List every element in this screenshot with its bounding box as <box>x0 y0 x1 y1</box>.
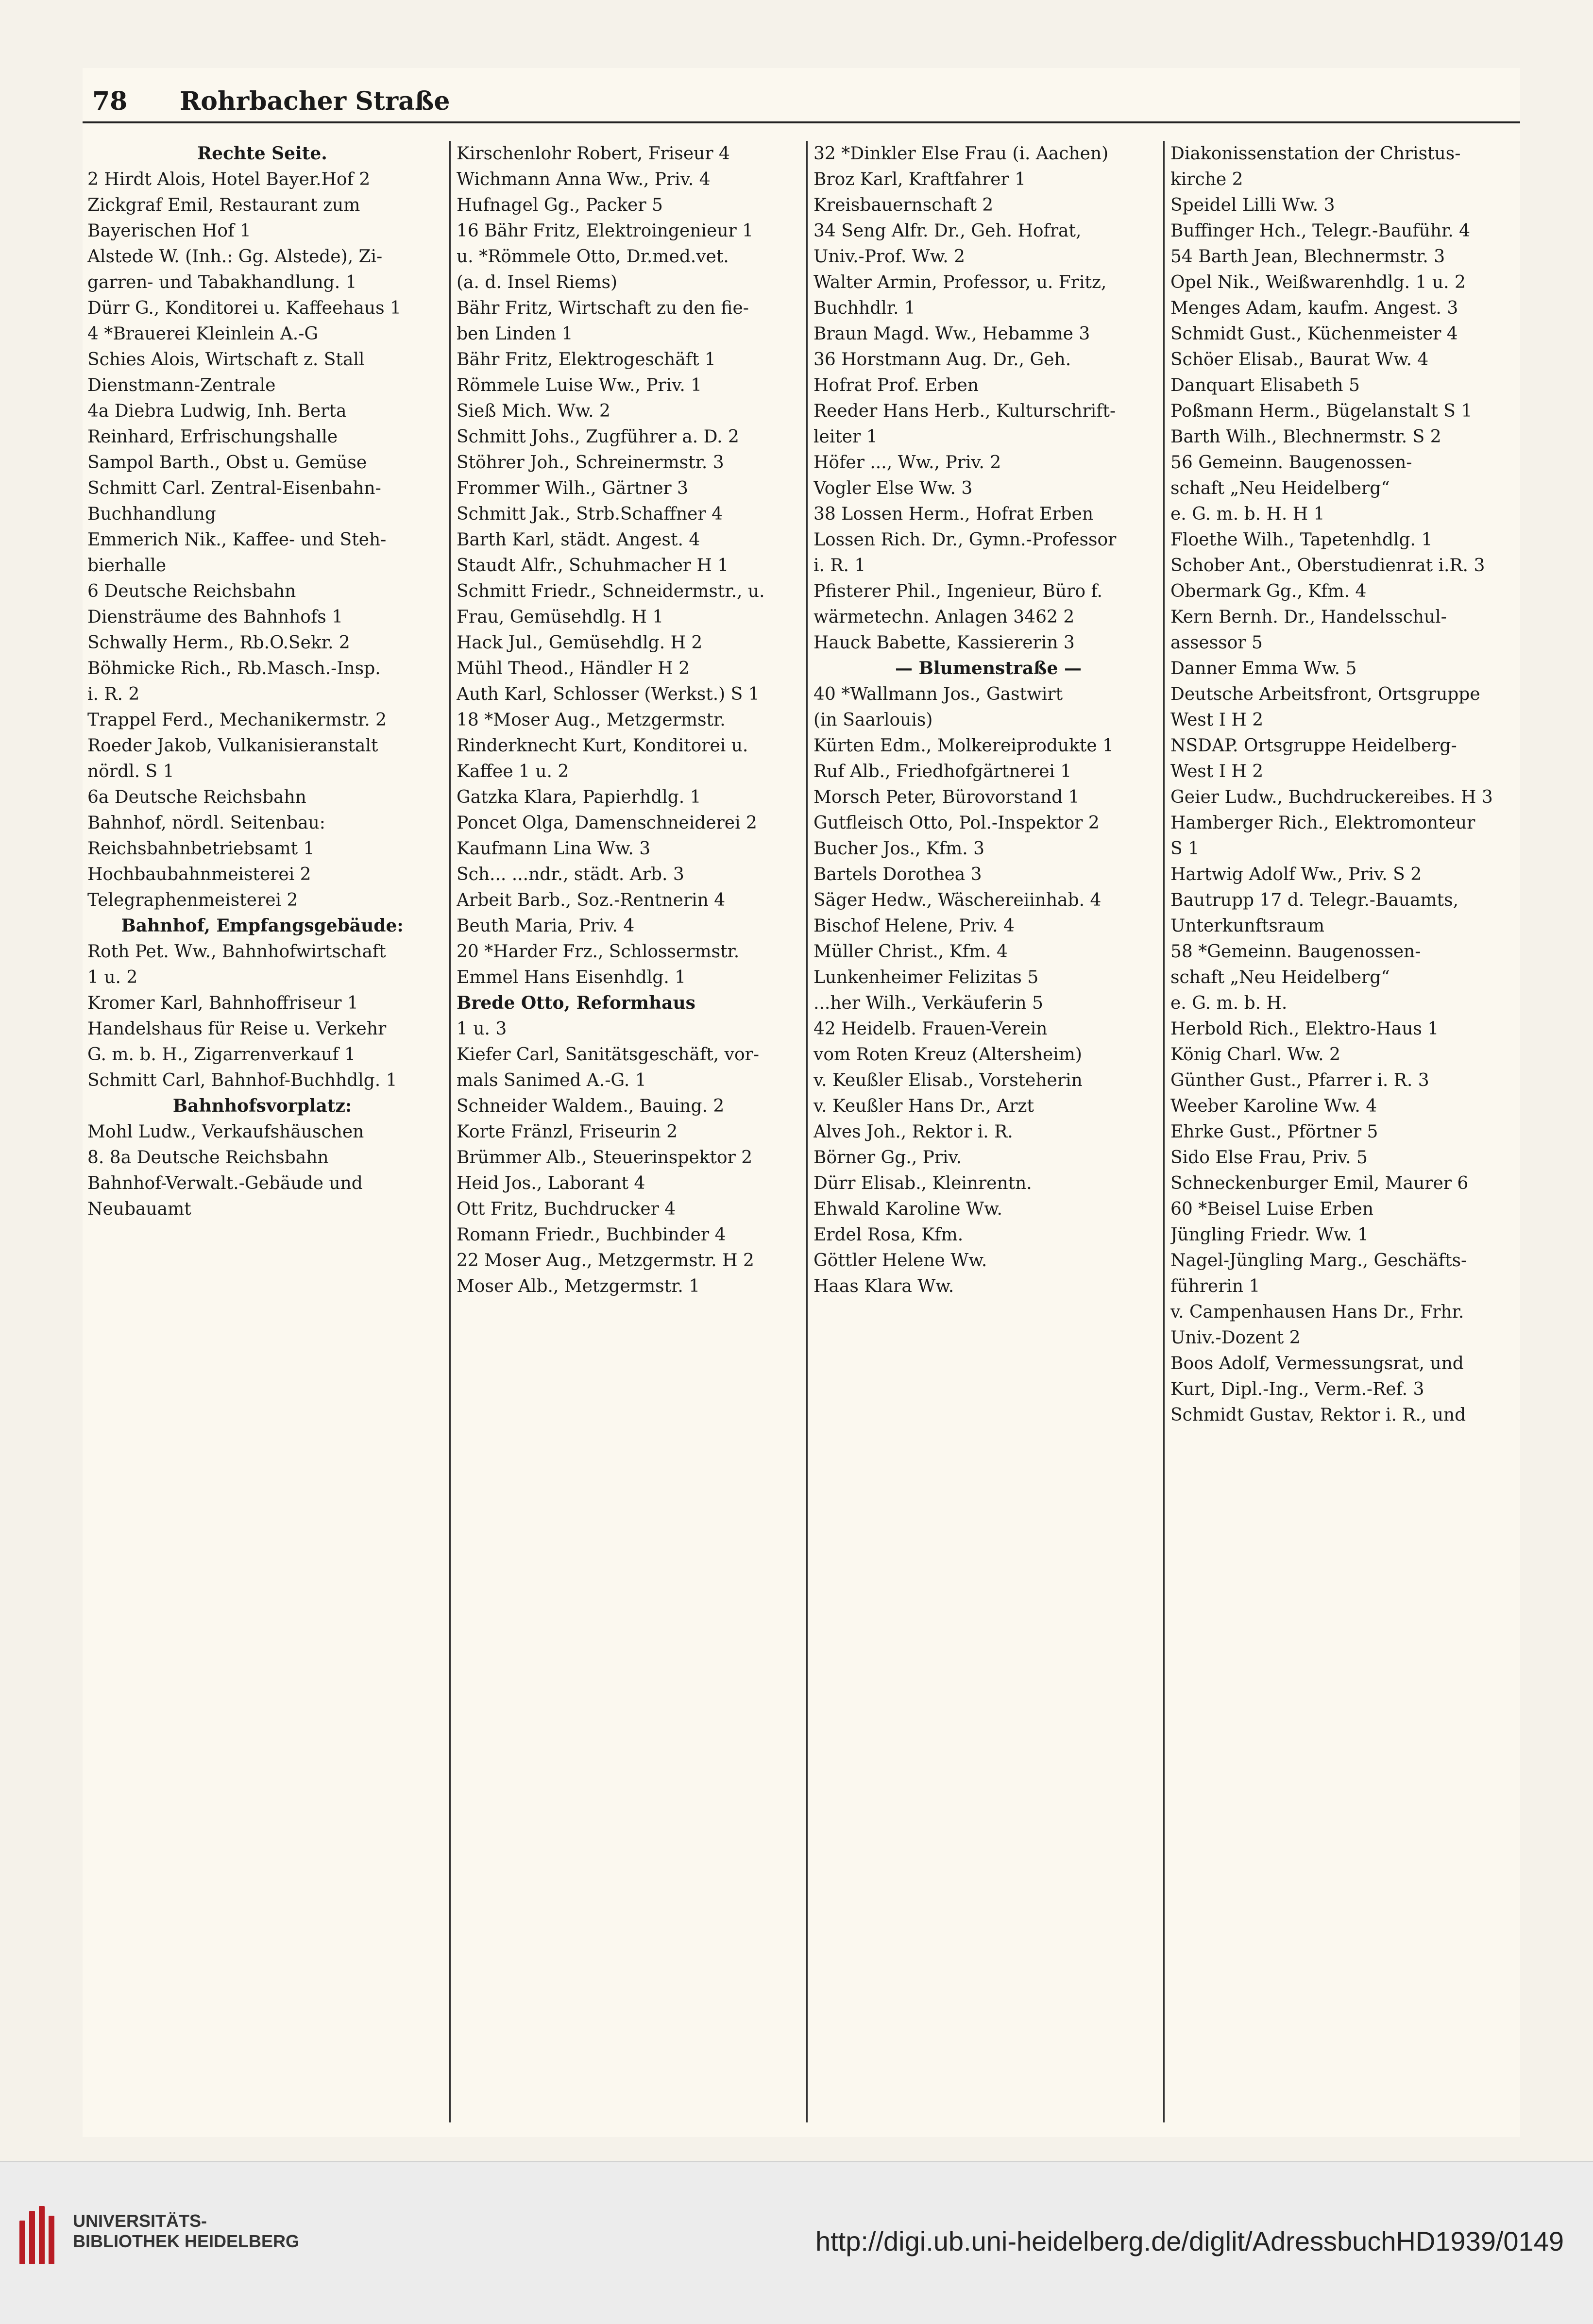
directory-entry: (in Saarlouis) <box>813 710 933 730</box>
directory-entry: Buchhdlr. 1 <box>813 298 915 318</box>
directory-entry: Hochbaubahnmeisterei 2 <box>87 865 311 884</box>
directory-entry: Göttler Helene Ww. <box>813 1251 987 1271</box>
directory-entry: Moser Alb., Metzgermstr. 1 <box>457 1276 700 1296</box>
directory-entry: Gatzka Klara, Papierhdlg. 1 <box>457 787 701 807</box>
directory-entry: Barth Wilh., Blechnermstr. S 2 <box>1170 427 1441 447</box>
directory-entry: S 1 <box>1170 839 1200 859</box>
directory-entry: Mühl Theod., Händler H 2 <box>457 659 690 679</box>
directory-entry: 40 *Wallmann Jos., Gastwirt <box>813 684 1063 704</box>
directory-entry: Gutfleisch Otto, Pol.-Inspektor 2 <box>813 813 1100 833</box>
directory-entry: Deutsche Arbeitsfront, Ortsgruppe <box>1170 684 1480 704</box>
directory-entry: Obermark Gg., Kfm. 4 <box>1170 581 1367 601</box>
directory-entry: Bucher Jos., Kfm. 3 <box>813 839 985 859</box>
directory-entry: Brede Otto, Reformhaus <box>457 993 695 1013</box>
directory-entry: Kürten Edm., Molkereiprodukte 1 <box>813 736 1114 756</box>
directory-entry: Heid Jos., Laborant 4 <box>457 1173 645 1193</box>
directory-entry: Erdel Rosa, Kfm. <box>813 1225 964 1245</box>
directory-entry: Bayerischen Hof 1 <box>87 221 251 241</box>
directory-entry: Danquart Elisabeth 5 <box>1170 375 1360 395</box>
page-number: 78 <box>92 86 128 116</box>
directory-entry: Emmel Hans Eisenhdlg. 1 <box>457 967 686 987</box>
directory-entry: wärmetechn. Anlagen 3462 2 <box>813 607 1075 627</box>
directory-entry: Hack Jul., Gemüsehdlg. H 2 <box>457 633 703 653</box>
directory-entry: NSDAP. Ortsgruppe Heidelberg- <box>1170 736 1457 756</box>
directory-entry: Geier Ludw., Buchdruckereibes. H 3 <box>1170 787 1493 807</box>
directory-entry: Bartels Dorothea 3 <box>813 865 982 884</box>
directory-entry: Schies Alois, Wirtschaft z. Stall <box>87 350 365 370</box>
directory-entry: Buffinger Hch., Telegr.-Bauführ. 4 <box>1170 221 1471 241</box>
directory-entry: Bahnhof-Verwalt.-Gebäude und <box>87 1173 363 1193</box>
directory-entry: Sampol Barth., Obst u. Gemüse <box>87 453 367 473</box>
directory-entry: Börner Gg., Priv. <box>813 1148 962 1168</box>
directory-entry: Schmidt Gust., Küchenmeister 4 <box>1170 324 1458 344</box>
directory-entry: Schmitt Johs., Zugführer a. D. 2 <box>457 427 739 447</box>
directory-entry: Dürr G., Konditorei u. Kaffeehaus 1 <box>87 298 401 318</box>
directory-entry: Rechte Seite. <box>197 143 327 164</box>
directory-entry: Lunkenheimer Felizitas 5 <box>813 967 1039 987</box>
directory-entry: Unterkunftsraum <box>1170 916 1324 936</box>
directory-entry: Ott Fritz, Buchdrucker 4 <box>457 1199 676 1219</box>
directory-entry: schaft „Neu Heidelberg“ <box>1170 967 1390 987</box>
column-4 <box>1163 141 1520 2122</box>
directory-entry: Bähr Fritz, Elektrogeschäft 1 <box>457 350 716 370</box>
directory-entry: Bischof Helene, Priv. 4 <box>813 916 1015 936</box>
directory-entry: Hamberger Rich., Elektromonteur <box>1170 813 1475 833</box>
directory-entry: Romann Friedr., Buchbinder 4 <box>457 1225 726 1245</box>
directory-entry: Morsch Peter, Bürovorstand 1 <box>813 787 1080 807</box>
directory-entry: Schmitt Carl. Zentral-Eisenbahn- <box>87 478 381 498</box>
directory-entry: Weeber Karoline Ww. 4 <box>1170 1096 1377 1116</box>
column-2 <box>449 141 806 2122</box>
directory-entry: Menges Adam, kaufm. Angest. 3 <box>1170 298 1458 318</box>
directory-entry: 34 Seng Alfr. Dr., Geh. Hofrat, <box>813 221 1082 241</box>
directory-entry: Ehrke Gust., Pförtner 5 <box>1170 1122 1378 1142</box>
directory-entry: u. *Römmele Otto, Dr.med.vet. <box>457 247 729 267</box>
viewer-footer <box>0 2161 1593 2324</box>
directory-entry: Danner Emma Ww. 5 <box>1170 659 1357 679</box>
directory-entry: Herbold Rich., Elektro-Haus 1 <box>1170 1019 1439 1039</box>
directory-entry: Pfisterer Phil., Ingenieur, Büro f. <box>813 581 1102 601</box>
directory-entry: Walter Armin, Professor, u. Fritz, <box>813 272 1107 292</box>
directory-entry: West I H 2 <box>1170 762 1264 781</box>
directory-entry: Reichsbahnbetriebsamt 1 <box>87 839 315 859</box>
directory-entry: Reeder Hans Herb., Kulturschrift- <box>813 401 1116 421</box>
directory-entry: 16 Bähr Fritz, Elektroingenieur 1 <box>457 221 754 241</box>
directory-entry: 58 *Gemeinn. Baugenossen- <box>1170 942 1421 962</box>
directory-entry: 56 Gemeinn. Baugenossen- <box>1170 453 1412 473</box>
directory-entry: Günther Gust., Pfarrer i. R. 3 <box>1170 1070 1429 1090</box>
directory-entry: 1 u. 3 <box>457 1019 507 1039</box>
directory-entry: Alves Joh., Rektor i. R. <box>813 1122 1013 1142</box>
directory-entry: Höfer ..., Ww., Priv. 2 <box>813 453 1001 473</box>
directory-entry: v. Keußler Elisab., Vorsteherin <box>813 1070 1083 1090</box>
directory-entry: Hofrat Prof. Erben <box>813 375 979 395</box>
directory-entry: Hartwig Adolf Ww., Priv. S 2 <box>1170 865 1422 884</box>
directory-entry: Ruf Alb., Friedhofgärtnerei 1 <box>813 762 1072 781</box>
directory-entry: 36 Horstmann Aug. Dr., Geh. <box>813 350 1071 370</box>
directory-entry: 60 *Beisel Luise Erben <box>1170 1199 1374 1219</box>
directory-entry: Boos Adolf, Vermessungsrat, und <box>1170 1354 1464 1374</box>
directory-entry: Schöer Elisab., Baurat Ww. 4 <box>1170 350 1429 370</box>
directory-entry: Bahnhofsvorplatz: <box>172 1096 352 1116</box>
directory-entry: Floethe Wilh., Tapetenhdlg. 1 <box>1170 530 1433 550</box>
directory-entry: Lossen Rich. Dr., Gymn.-Professor <box>813 530 1117 550</box>
directory-entry: v. Campenhausen Hans Dr., Frhr. <box>1170 1302 1464 1322</box>
directory-entry: Korte Fränzl, Friseurin 2 <box>457 1122 678 1142</box>
directory-entry: Univ.-Prof. Ww. 2 <box>813 247 966 267</box>
directory-entry: Kirschenlohr Robert, Friseur 4 <box>457 144 730 164</box>
directory-entry: Kiefer Carl, Sanitätsgeschäft, vor- <box>457 1045 760 1065</box>
directory-entry: Poßmann Herm., Bügelanstalt S 1 <box>1170 401 1473 421</box>
directory-entry: Emmerich Nik., Kaffee- und Steh- <box>87 530 387 550</box>
directory-entry: 54 Barth Jean, Blechnermstr. 3 <box>1170 247 1445 267</box>
page-header <box>83 78 1520 123</box>
directory-entry: Nagel-Jüngling Marg., Geschäfts- <box>1170 1251 1467 1271</box>
directory-entry: Dürr Elisab., Kleinrentn. <box>813 1173 1032 1193</box>
directory-entry: Bähr Fritz, Wirtschaft zu den fie- <box>457 298 749 318</box>
directory-entry: Dienstmann-Zentrale <box>87 375 276 395</box>
directory-entry: Frommer Wilh., Gärtner 3 <box>457 478 688 498</box>
directory-entry: Haas Klara Ww. <box>813 1276 954 1296</box>
directory-entry: Speidel Lilli Ww. 3 <box>1170 195 1335 215</box>
directory-entry: i. R. 2 <box>87 684 140 704</box>
directory-entry: Schmidt Gustav, Rektor i. R., und <box>1170 1405 1466 1425</box>
directory-entry: 1 u. 2 <box>87 967 138 987</box>
directory-entry: Kern Bernh. Dr., Handelsschul- <box>1170 607 1447 627</box>
directory-entry: 6a Deutsche Reichsbahn <box>87 787 306 807</box>
directory-entry: nördl. S 1 <box>87 762 174 781</box>
directory-entry: Univ.-Dozent 2 <box>1170 1328 1301 1348</box>
directory-entry: Bahnhof, nördl. Seitenbau: <box>87 813 325 833</box>
directory-entry: Reinhard, Erfrischungshalle <box>87 427 338 447</box>
directory-entry: Diensträume des Bahnhofs 1 <box>87 607 343 627</box>
directory-entry: Auth Karl, Schlosser (Werkst.) S 1 <box>457 684 760 704</box>
directory-entry: Roth Pet. Ww., Bahnhofwirtschaft <box>87 942 386 962</box>
directory-entry: v. Keußler Hans Dr., Arzt <box>813 1096 1034 1116</box>
directory-entry: Poncet Olga, Damenschneiderei 2 <box>457 813 757 833</box>
directory-entry: Säger Hedw., Wäschereiinhab. 4 <box>813 890 1102 910</box>
directory-entry: 20 *Harder Frz., Schlossermstr. <box>457 942 740 962</box>
directory-entry: führerin 1 <box>1170 1276 1260 1296</box>
directory-entry: Jüngling Friedr. Ww. 1 <box>1170 1225 1369 1245</box>
directory-entry: 8. 8a Deutsche Reichsbahn <box>87 1148 329 1168</box>
street-title: Rohrbacher Straße <box>180 86 450 116</box>
directory-entry: Handelshaus für Reise u. Verkehr <box>87 1019 387 1039</box>
directory-entry: garren- und Tabakhandlung. 1 <box>87 272 357 292</box>
directory-entry: Staudt Alfr., Schuhmacher H 1 <box>457 556 729 576</box>
directory-entry: Rinderknecht Kurt, Konditorei u. <box>457 736 748 756</box>
directory-entry: — Blumenstraße — <box>895 658 1082 679</box>
directory-entry: Roeder Jakob, Vulkanisieranstalt <box>87 736 378 756</box>
directory-entry: Neubauamt <box>87 1199 191 1219</box>
directory-entry: (a. d. Insel Riems) <box>457 272 618 292</box>
directory-entry: Sch... ...ndr., städt. Arb. 3 <box>457 865 684 884</box>
directory-entry: mals Sanimed A.-G. 1 <box>457 1070 646 1090</box>
directory-entry: schaft „Neu Heidelberg“ <box>1170 478 1390 498</box>
directory-entry: West I H 2 <box>1170 710 1264 730</box>
directory-entry: Müller Christ., Kfm. 4 <box>813 942 1008 962</box>
directory-entry: Schmitt Carl, Bahnhof-Buchhdlg. 1 <box>87 1070 397 1090</box>
directory-entry: Sido Else Frau, Priv. 5 <box>1170 1148 1368 1168</box>
directory-entry: Kreisbauernschaft 2 <box>813 195 994 215</box>
directory-entry: Frau, Gemüsehdlg. H 1 <box>457 607 664 627</box>
directory-entry: Kaffee 1 u. 2 <box>457 762 569 781</box>
directory-entry: G. m. b. H., Zigarrenverkauf 1 <box>87 1045 356 1065</box>
directory-entry: Mohl Ludw., Verkaufshäuschen <box>87 1122 364 1142</box>
directory-entry: Barth Karl, städt. Angest. 4 <box>457 530 700 550</box>
directory-entry: Böhmicke Rich., Rb.Masch.-Insp. <box>87 659 381 679</box>
directory-entry: Kromer Karl, Bahnhoffriseur 1 <box>87 993 358 1013</box>
directory-entry: Arbeit Barb., Soz.-Rentnerin 4 <box>457 890 726 910</box>
directory-entry: Braun Magd. Ww., Hebamme 3 <box>813 324 1090 344</box>
directory-entry: Schmitt Jak., Strb.Schaffner 4 <box>457 504 723 524</box>
column-1 <box>87 141 437 2122</box>
directory-entry: Schmitt Friedr., Schneidermstr., u. <box>457 581 765 601</box>
scanned-page <box>83 68 1520 2137</box>
directory-entry: Broz Karl, Kraftfahrer 1 <box>813 170 1026 189</box>
directory-entry: 2 Hirdt Alois, Hotel Bayer.Hof 2 <box>87 170 371 189</box>
directory-entry: ben Linden 1 <box>457 324 573 344</box>
directory-entry: 32 *Dinkler Else Frau (i. Aachen) <box>813 144 1109 164</box>
directory-entry: Bautrupp 17 d. Telegr.-Bauamts, <box>1170 890 1459 910</box>
directory-entry: Ehwald Karoline Ww. <box>813 1199 1002 1219</box>
directory-entry: König Charl. Ww. 2 <box>1170 1045 1340 1065</box>
directory-entry: Schwally Herm., Rb.O.Sekr. 2 <box>87 633 350 653</box>
directory-entry: Römmele Luise Ww., Priv. 1 <box>457 375 702 395</box>
directory-entry: e. G. m. b. H. H 1 <box>1170 504 1325 524</box>
column-3 <box>806 141 1163 2122</box>
directory-entry: assessor 5 <box>1170 633 1263 653</box>
directory-entry: Kaufmann Lina Ww. 3 <box>457 839 651 859</box>
directory-entry: 4a Diebra Ludwig, Inh. Berta <box>87 401 347 421</box>
directory-entry: Beuth Maria, Priv. 4 <box>457 916 635 936</box>
directory-entry: Brümmer Alb., Steuerinspektor 2 <box>457 1148 753 1168</box>
directory-entry: Diakonissenstation der Christus- <box>1170 144 1461 164</box>
directory-entry: Opel Nik., Weißwarenhdlg. 1 u. 2 <box>1170 272 1466 292</box>
directory-entry: 38 Lossen Herm., Hofrat Erben <box>813 504 1094 524</box>
directory-entry: Trappel Ferd., Mechanikermstr. 2 <box>87 710 387 730</box>
directory-entry: Vogler Else Ww. 3 <box>813 478 973 498</box>
directory-entry: Kurt, Dipl.-Ing., Verm.-Ref. 3 <box>1170 1379 1424 1399</box>
library-name: UNIVERSITÄTS- BIBLIOTHEK HEIDELBERG <box>73 2211 300 2251</box>
directory-entry: 22 Moser Aug., Metzgermstr. H 2 <box>457 1251 754 1271</box>
directory-entry: Zickgraf Emil, Restaurant zum <box>87 195 360 215</box>
directory-entry: Bahnhof, Empfangsgebäude: <box>121 916 404 936</box>
directory-entry: 4 *Brauerei Kleinlein A.-G <box>87 324 319 344</box>
directory-entry: Wichmann Anna Ww., Priv. 4 <box>457 170 711 189</box>
directory-entry: leiter 1 <box>813 427 878 447</box>
directory-entry: 6 Deutsche Reichsbahn <box>87 581 296 601</box>
library-logo-icon <box>19 2206 58 2264</box>
directory-entry: Telegraphenmeisterei 2 <box>87 890 298 910</box>
directory-entry: Sieß Mich. Ww. 2 <box>457 401 610 421</box>
directory-entry: kirche 2 <box>1170 170 1243 189</box>
directory-entry: Stöhrer Joh., Schreinermstr. 3 <box>457 453 724 473</box>
directory-entry: Hufnagel Gg., Packer 5 <box>457 195 663 215</box>
source-url-link[interactable]: http://digi.ub.uni-heidelberg.de/diglit/AdressbuchHD1939/0149 <box>815 2226 1564 2256</box>
directory-entry: Schneider Waldem., Bauing. 2 <box>457 1096 725 1116</box>
directory-entry: e. G. m. b. H. <box>1170 993 1288 1013</box>
directory-entry: Schneckenburger Emil, Maurer 6 <box>1170 1173 1469 1193</box>
directory-entry: Hauck Babette, Kassiererin 3 <box>813 633 1075 653</box>
directory-entry: 42 Heidelb. Frauen-Verein <box>813 1019 1048 1039</box>
directory-entry: bierhalle <box>87 556 167 576</box>
directory-entry: ...her Wilh., Verkäuferin 5 <box>813 993 1043 1013</box>
directory-entry: Buchhandlung <box>87 504 216 524</box>
directory-entry: 18 *Moser Aug., Metzgermstr. <box>457 710 726 730</box>
directory-entry: Alstede W. (Inh.: Gg. Alstede), Zi- <box>87 247 383 267</box>
directory-entry: i. R. 1 <box>813 556 866 576</box>
directory-entry: vom Roten Kreuz (Altersheim) <box>813 1045 1082 1065</box>
directory-columns <box>87 141 1515 2122</box>
directory-entry: Schober Ant., Oberstudienrat i.R. 3 <box>1170 556 1485 576</box>
